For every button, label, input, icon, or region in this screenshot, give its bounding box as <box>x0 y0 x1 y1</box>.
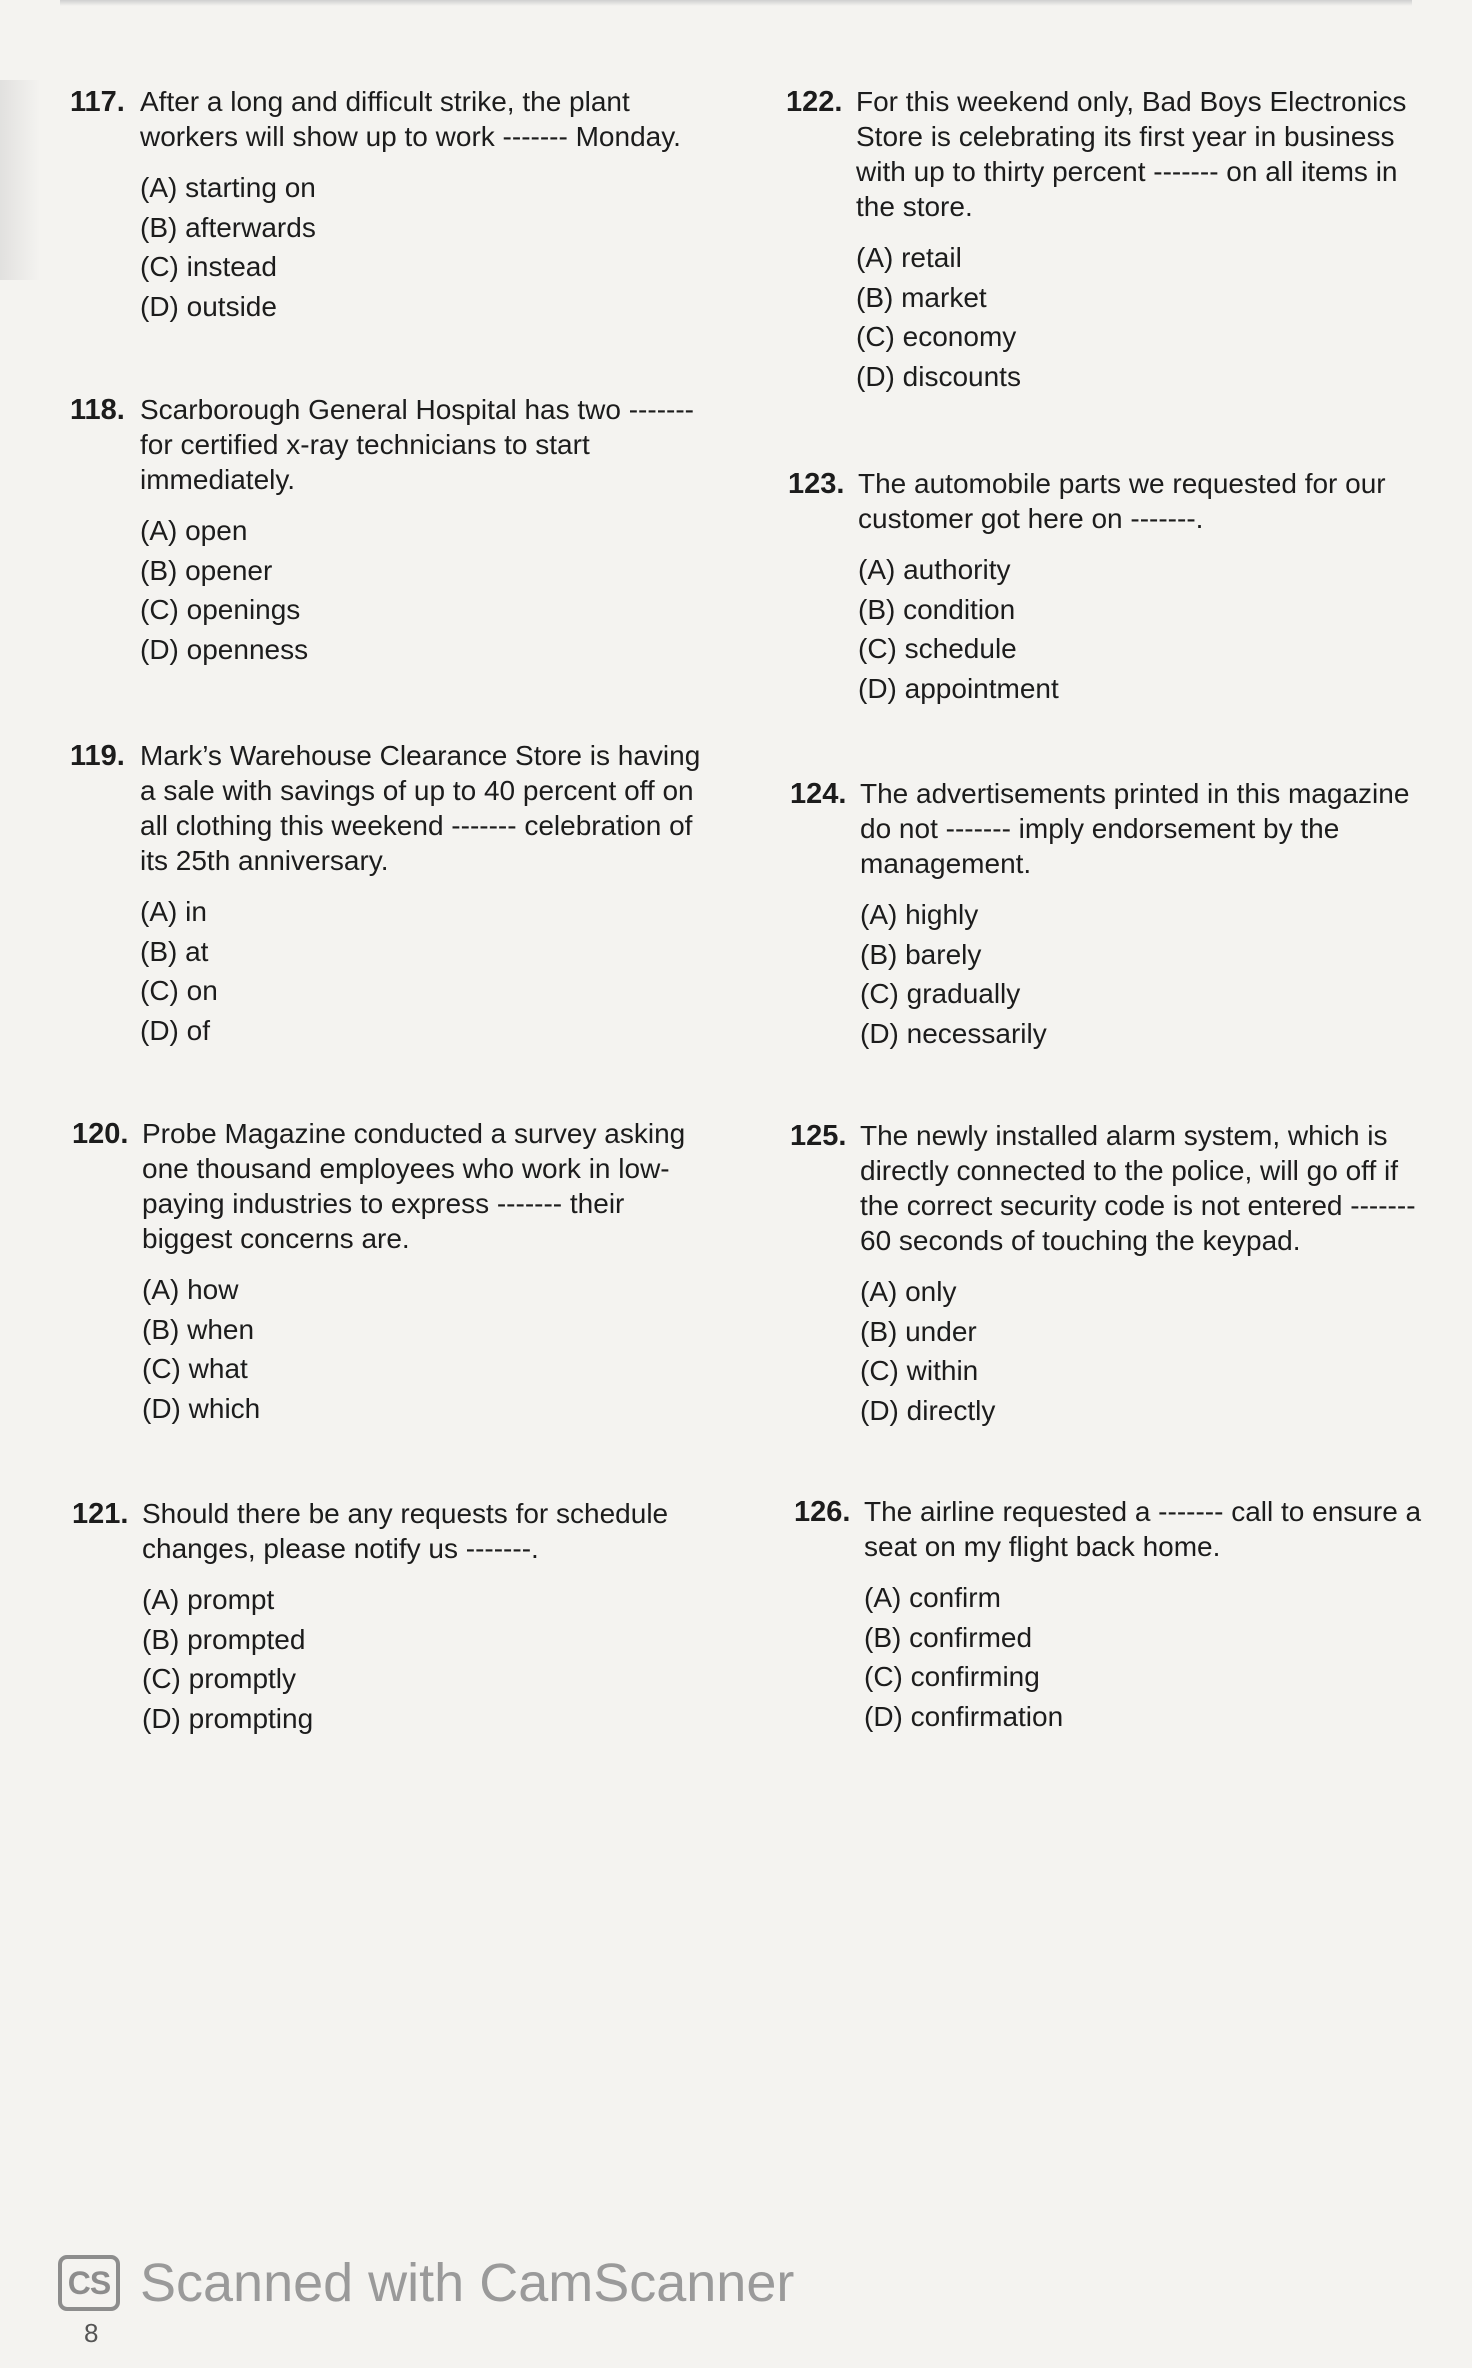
option-a[interactable]: (A) starting on <box>140 172 316 203</box>
question-text: Probe Magazine conducted a survey asking one thousand employees who work in low-paying industries to express ------- their biggest concerns are. <box>142 1118 686 1254</box>
option-b[interactable]: (B) confirmed <box>864 1621 1033 1653</box>
option-a[interactable]: (A) open <box>140 515 248 546</box>
option-a[interactable]: (A) authority <box>858 554 1011 585</box>
option-d[interactable]: (D) prompting <box>142 1702 314 1734</box>
page-number: 8 <box>84 2318 99 2348</box>
question-125 <box>790 1118 1440 1446</box>
option-b[interactable]: (B) barely <box>860 938 982 970</box>
question-text: Mark’s Warehouse Clearance Store is having a sale with savings of up to 40 percent off on all clothing this weekend ------- celebration of its 25th anniversary. <box>140 740 701 876</box>
option-d[interactable]: (D) appointment <box>858 672 1059 704</box>
question-number: 118. <box>70 394 125 426</box>
question-text: For this weekend only, Bad Boys Electronics Store is celebrating its first year in business with up to thirty percent ------- on all items in the store. <box>856 86 1407 222</box>
option-c[interactable]: (C) schedule <box>858 633 1017 664</box>
option-list <box>140 511 720 669</box>
question-number: 117. <box>70 86 125 118</box>
question-120 <box>72 1116 722 1444</box>
question-126 <box>794 1494 1444 1752</box>
option-b[interactable]: (B) under <box>860 1315 977 1347</box>
option-c[interactable]: (C) what <box>142 1353 248 1384</box>
question-text: The airline requested a ------- call to ensure a seat on my flight back home. <box>864 1496 1422 1562</box>
option-b[interactable]: (B) condition <box>858 593 1016 625</box>
option-list <box>140 168 720 326</box>
camscanner-watermark <box>58 2252 794 2314</box>
question-text: Scarborough General Hospital has two ------- for certified x-ray technicians to start immediately. <box>140 394 694 495</box>
option-c[interactable]: (C) gradually <box>860 978 1021 1009</box>
watermark-text: Scanned with CamScanner <box>140 2253 795 2313</box>
option-list <box>142 1270 722 1428</box>
question-number: 124. <box>790 778 847 810</box>
option-list <box>858 550 1438 708</box>
option-list <box>860 895 1440 1053</box>
option-b[interactable]: (B) prompted <box>142 1623 306 1655</box>
option-a[interactable]: (A) prompt <box>142 1584 275 1615</box>
question-number: 122. <box>786 86 843 118</box>
question-124 <box>790 776 1440 1069</box>
scan-edge <box>60 0 1412 6</box>
option-d[interactable]: (D) directly <box>860 1394 996 1426</box>
option-a[interactable]: (A) in <box>140 896 207 927</box>
option-d[interactable]: (D) of <box>140 1014 210 1046</box>
camscanner-logo-icon: CS <box>58 2255 120 2311</box>
question-123 <box>788 466 1438 724</box>
option-b[interactable]: (B) opener <box>140 554 273 586</box>
question-number: 125. <box>790 1120 847 1152</box>
option-c[interactable]: (C) confirming <box>864 1661 1040 1692</box>
question-121 <box>72 1496 722 1754</box>
option-d[interactable]: (D) confirmation <box>864 1700 1064 1732</box>
question-number: 121. <box>72 1498 129 1530</box>
option-a[interactable]: (A) only <box>860 1276 957 1307</box>
option-a[interactable]: (A) highly <box>860 899 979 930</box>
option-a[interactable]: (A) how <box>142 1274 239 1305</box>
question-text: After a long and difficult strike, the plant workers will show up to work ------- Monday. <box>140 86 681 152</box>
option-c[interactable]: (C) economy <box>856 321 1017 352</box>
option-c[interactable]: (C) promptly <box>142 1663 297 1694</box>
option-list <box>864 1578 1444 1736</box>
question-text: Should there be any requests for schedule changes, please notify us -------. <box>142 1498 669 1564</box>
option-d[interactable]: (D) which <box>142 1392 261 1424</box>
question-119 <box>70 738 720 1066</box>
option-d[interactable]: (D) discounts <box>856 360 1021 392</box>
question-number: 123. <box>788 468 845 500</box>
option-list <box>860 1272 1440 1430</box>
question-122 <box>786 84 1436 412</box>
question-text: The advertisements printed in this magazine do not ------- imply endorsement by the management. <box>860 778 1410 879</box>
option-d[interactable]: (D) openness <box>140 633 309 665</box>
option-b[interactable]: (B) market <box>856 281 987 313</box>
option-c[interactable]: (C) within <box>860 1355 979 1386</box>
option-c[interactable]: (C) instead <box>140 251 277 282</box>
question-number: 119. <box>70 740 125 772</box>
option-a[interactable]: (A) retail <box>856 242 962 273</box>
option-c[interactable]: (C) on <box>140 975 218 1006</box>
option-b[interactable]: (B) when <box>142 1313 255 1345</box>
question-text: The automobile parts we requested for our customer got here on -------. <box>858 468 1386 534</box>
question-text: The newly installed alarm system, which is directly connected to the police, will go off if the correct security code is not entered ------- 60 seconds of touching the keypad. <box>860 1120 1416 1256</box>
option-c[interactable]: (C) openings <box>140 594 301 625</box>
question-number: 120. <box>72 1118 129 1150</box>
option-list <box>142 1580 722 1738</box>
option-list <box>140 892 720 1050</box>
option-b[interactable]: (B) at <box>140 935 209 967</box>
option-list <box>856 238 1436 396</box>
option-d[interactable]: (D) outside <box>140 290 277 322</box>
option-d[interactable]: (D) necessarily <box>860 1017 1047 1049</box>
scan-shadow <box>0 80 40 280</box>
option-b[interactable]: (B) afterwards <box>140 211 316 243</box>
question-number: 126. <box>794 1496 851 1528</box>
option-a[interactable]: (A) confirm <box>864 1582 1001 1613</box>
question-118 <box>70 392 720 685</box>
question-117 <box>70 84 720 342</box>
